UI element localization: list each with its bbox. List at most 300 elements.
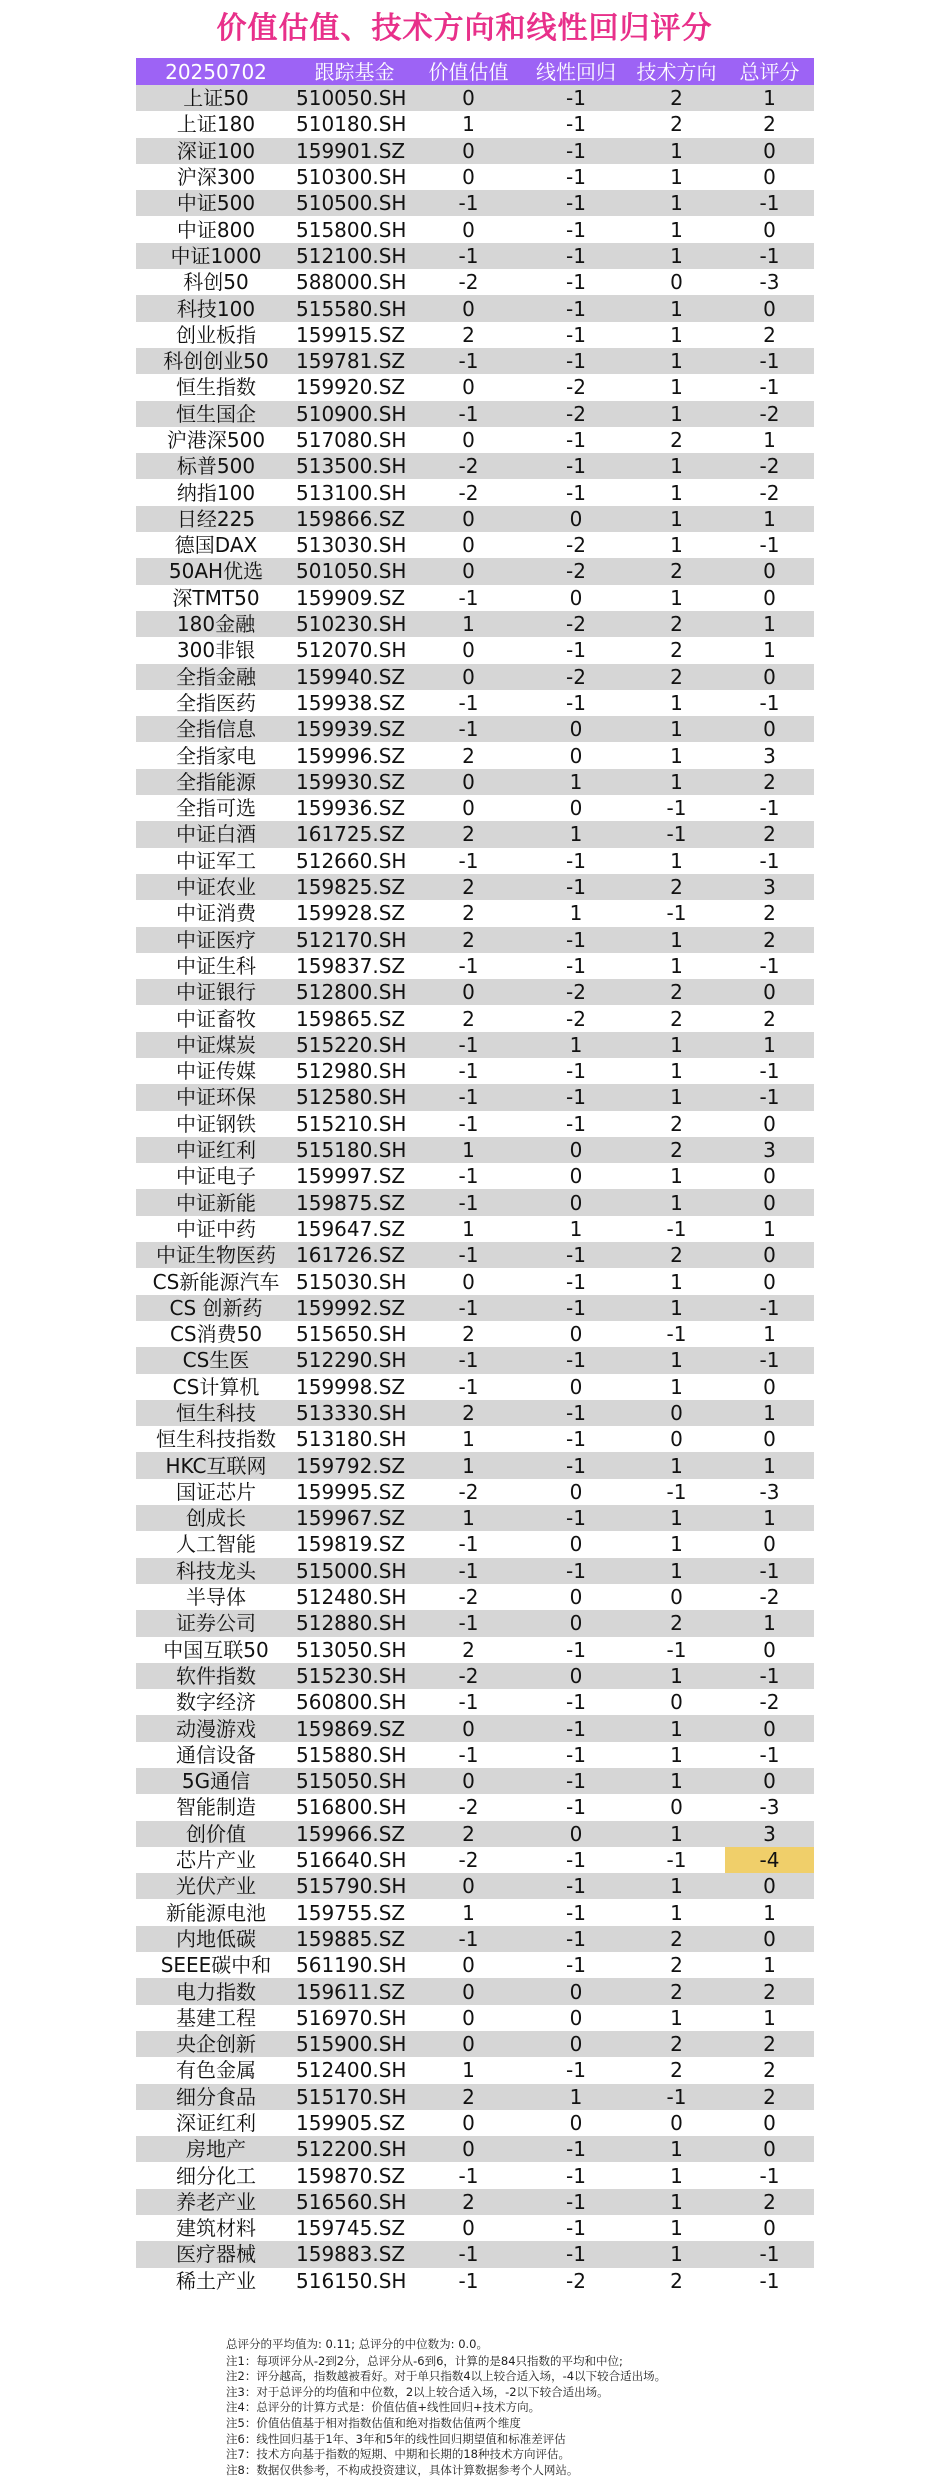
regression-score-cell: -1 [524, 637, 628, 663]
regression-score-cell: -1 [524, 2215, 628, 2241]
table-row [136, 190, 814, 216]
total-score-cell: 1 [725, 85, 814, 111]
index-name-cell: 内地低碳 [136, 1926, 296, 1952]
technical-score-cell: 2 [628, 611, 725, 637]
technical-score-cell: 2 [628, 664, 725, 690]
fund-code-cell: 510050.SH [296, 85, 413, 111]
value-score-cell: 1 [413, 1137, 524, 1163]
table-row [136, 1347, 814, 1373]
value-score-cell: 0 [413, 979, 524, 1005]
table-row [136, 1899, 814, 1925]
fund-code-cell: 159998.SZ [296, 1374, 413, 1400]
fund-code-cell: 159966.SZ [296, 1821, 413, 1847]
value-score-cell: 2 [413, 821, 524, 847]
index-name-cell: 恒生科技指数 [136, 1426, 296, 1452]
total-score-cell: 1 [725, 1952, 814, 1978]
value-score-cell: 2 [413, 1321, 524, 1347]
index-name-cell: 央企创新 [136, 2031, 296, 2057]
index-name-cell: 180金融 [136, 611, 296, 637]
index-name-cell: 人工智能 [136, 1531, 296, 1557]
table-row [136, 348, 814, 374]
fund-code-cell: 159930.SZ [296, 769, 413, 795]
technical-score-cell: 1 [628, 2189, 725, 2215]
technical-score-cell: 1 [628, 690, 725, 716]
index-name-cell: 中国互联50 [136, 1637, 296, 1663]
table-row [136, 979, 814, 1005]
value-score-cell: -1 [413, 243, 524, 269]
fund-code-cell: 513180.SH [296, 1426, 413, 1452]
value-score-cell: -1 [413, 1058, 524, 1084]
value-score-cell: -2 [413, 453, 524, 479]
regression-score-cell: -1 [524, 295, 628, 321]
regression-score-cell: -1 [524, 927, 628, 953]
total-score-cell: -1 [725, 374, 814, 400]
fund-code-cell: 515220.SH [296, 1032, 413, 1058]
total-score-cell: 0 [725, 138, 814, 164]
total-score-cell: 2 [725, 821, 814, 847]
regression-score-cell: -1 [524, 85, 628, 111]
value-score-cell: 0 [413, 2005, 524, 2031]
regression-score-cell: -1 [524, 2136, 628, 2162]
regression-score-cell: -1 [524, 1426, 628, 1452]
technical-score-cell: 1 [628, 532, 725, 558]
value-score-cell: 2 [413, 322, 524, 348]
note-item: 注4：总评分的计算方式是：价值估值+线性回归+技术方向。 [226, 2400, 541, 2415]
index-name-cell: 深证红利 [136, 2110, 296, 2136]
value-score-cell: 2 [413, 900, 524, 926]
technical-score-cell: 2 [628, 1926, 725, 1952]
index-name-cell: 中证生科 [136, 953, 296, 979]
table-row [136, 138, 814, 164]
value-score-cell: 1 [413, 611, 524, 637]
total-score-cell: 0 [725, 164, 814, 190]
table-row [136, 2005, 814, 2031]
total-score-cell: 2 [725, 322, 814, 348]
regression-score-cell: -1 [524, 1268, 628, 1294]
technical-score-cell: 1 [628, 295, 725, 321]
regression-score-cell: -1 [524, 1242, 628, 1268]
total-score-cell: 1 [725, 1452, 814, 1478]
fund-code-cell: 515800.SH [296, 216, 413, 242]
header-regression: 线性回归 [524, 58, 628, 85]
value-score-cell: 2 [413, 927, 524, 953]
technical-score-cell: -1 [628, 821, 725, 847]
regression-score-cell: 0 [524, 1821, 628, 1847]
technical-score-cell: 1 [628, 2241, 725, 2267]
regression-score-cell: -1 [524, 874, 628, 900]
index-name-cell: 中证500 [136, 190, 296, 216]
technical-score-cell: 2 [628, 874, 725, 900]
index-name-cell: CS生医 [136, 1347, 296, 1373]
index-name-cell: 电力指数 [136, 1978, 296, 2004]
total-score-cell: 3 [725, 1137, 814, 1163]
table-row [136, 2110, 814, 2136]
technical-score-cell: 2 [628, 979, 725, 1005]
total-score-cell: -1 [725, 795, 814, 821]
technical-score-cell: 1 [628, 848, 725, 874]
total-score-cell: 1 [725, 637, 814, 663]
value-score-cell: 1 [413, 1216, 524, 1242]
regression-score-cell: 0 [524, 1189, 628, 1215]
table-row [136, 401, 814, 427]
fund-code-cell: 515050.SH [296, 1768, 413, 1794]
table-row [136, 1005, 814, 1031]
technical-score-cell: 1 [628, 2215, 725, 2241]
regression-score-cell: 1 [524, 2084, 628, 2110]
note-item: 注2：评分越高，指数越被看好。对于单只指数4以上较合适入场，-4以下较合适出场。 [226, 2369, 667, 2384]
index-name-cell: 通信设备 [136, 1742, 296, 1768]
value-score-cell: -1 [413, 1111, 524, 1137]
technical-score-cell: 0 [628, 1426, 725, 1452]
regression-score-cell: 0 [524, 795, 628, 821]
table-row [136, 1479, 814, 1505]
fund-code-cell: 159920.SZ [296, 374, 413, 400]
index-name-cell: 沪港深500 [136, 427, 296, 453]
table-row [136, 1689, 814, 1715]
table-header-row [136, 58, 814, 85]
total-score-cell: 0 [725, 1374, 814, 1400]
fund-code-cell: 159928.SZ [296, 900, 413, 926]
table-row [136, 1742, 814, 1768]
fund-code-cell: 159870.SZ [296, 2162, 413, 2188]
technical-score-cell: 2 [628, 1952, 725, 1978]
total-score-cell: 0 [725, 1163, 814, 1189]
index-name-cell: 科技龙头 [136, 1558, 296, 1584]
total-score-cell: 3 [725, 874, 814, 900]
technical-score-cell: 1 [628, 927, 725, 953]
fund-code-cell: 159901.SZ [296, 138, 413, 164]
total-score-cell: 2 [725, 1005, 814, 1031]
regression-score-cell: -1 [524, 1400, 628, 1426]
value-score-cell: 0 [413, 664, 524, 690]
technical-score-cell: -1 [628, 2084, 725, 2110]
total-score-cell: 0 [725, 585, 814, 611]
fund-code-cell: 159866.SZ [296, 506, 413, 532]
total-score-cell: 1 [725, 1505, 814, 1531]
regression-score-cell: -1 [524, 2241, 628, 2267]
total-score-cell: 1 [725, 611, 814, 637]
technical-score-cell: 1 [628, 138, 725, 164]
total-score-cell: -1 [725, 690, 814, 716]
fund-code-cell: 159883.SZ [296, 2241, 413, 2267]
table-row [136, 1637, 814, 1663]
table-row [136, 1794, 814, 1820]
total-score-cell: 0 [725, 1426, 814, 1452]
fund-code-cell: 159865.SZ [296, 1005, 413, 1031]
value-score-cell: 0 [413, 216, 524, 242]
total-score-cell: -2 [725, 479, 814, 505]
header-date: 20250702 [136, 58, 296, 85]
fund-code-cell: 512660.SH [296, 848, 413, 874]
total-score-cell: 2 [725, 2057, 814, 2083]
index-name-cell: 德国DAX [136, 532, 296, 558]
total-score-cell: 2 [725, 1978, 814, 2004]
regression-score-cell: -1 [524, 2057, 628, 2083]
value-score-cell: 0 [413, 2136, 524, 2162]
index-name-cell: 动漫游戏 [136, 1715, 296, 1741]
value-score-cell: 0 [413, 795, 524, 821]
total-score-cell: 0 [725, 1926, 814, 1952]
value-score-cell: -1 [413, 1032, 524, 1058]
header-value: 价值估值 [413, 58, 524, 85]
table-row [136, 664, 814, 690]
index-name-cell: 沪深300 [136, 164, 296, 190]
notes-summary: 总评分的平均值为: 0.11; 总评分的中位数为: 0.0。 [226, 2337, 488, 2351]
table-row [136, 243, 814, 269]
value-score-cell: 1 [413, 1899, 524, 1925]
note-item: 注5：价值估值基于相对指数估值和绝对指数估值两个维度 [226, 2415, 521, 2430]
table-row [136, 716, 814, 742]
value-score-cell: 0 [413, 164, 524, 190]
fund-code-cell: 513050.SH [296, 1637, 413, 1663]
regression-score-cell: -1 [524, 1111, 628, 1137]
value-score-cell: -2 [413, 479, 524, 505]
regression-score-cell: 0 [524, 2031, 628, 2057]
index-name-cell: 软件指数 [136, 1663, 296, 1689]
index-name-cell: 中证银行 [136, 979, 296, 1005]
total-score-cell: 0 [725, 1242, 814, 1268]
table-row [136, 1873, 814, 1899]
technical-score-cell: 0 [628, 2110, 725, 2136]
value-score-cell: 1 [413, 1426, 524, 1452]
technical-score-cell: 1 [628, 1768, 725, 1794]
fund-code-cell: 560800.SH [296, 1689, 413, 1715]
fund-code-cell: 515650.SH [296, 1321, 413, 1347]
value-score-cell: 0 [413, 1268, 524, 1294]
fund-code-cell: 517080.SH [296, 427, 413, 453]
value-score-cell: -1 [413, 2162, 524, 2188]
value-score-cell: -1 [413, 1189, 524, 1215]
technical-score-cell: 1 [628, 1663, 725, 1689]
value-score-cell: -1 [413, 690, 524, 716]
technical-score-cell: 1 [628, 1873, 725, 1899]
total-score-cell: -1 [725, 1663, 814, 1689]
index-name-cell: 科创创业50 [136, 348, 296, 374]
value-score-cell: 0 [413, 2031, 524, 2057]
total-score-cell: 0 [725, 2136, 814, 2162]
index-name-cell: 恒生国企 [136, 401, 296, 427]
index-name-cell: 全指金融 [136, 664, 296, 690]
index-name-cell: 国证芯片 [136, 1479, 296, 1505]
technical-score-cell: 1 [628, 190, 725, 216]
value-score-cell: -1 [413, 401, 524, 427]
index-name-cell: CS 创新药 [136, 1295, 296, 1321]
index-name-cell: 细分化工 [136, 2162, 296, 2188]
technical-score-cell: 2 [628, 558, 725, 584]
value-score-cell: 0 [413, 637, 524, 663]
index-name-cell: 智能制造 [136, 1794, 296, 1820]
fund-code-cell: 159909.SZ [296, 585, 413, 611]
table-row [136, 1715, 814, 1741]
technical-score-cell: 1 [628, 1032, 725, 1058]
note-item: 注6：线性回归基于1年、3年和5年的线性回归期望值和标准差评估 [226, 2431, 566, 2446]
value-score-cell: 0 [413, 1952, 524, 1978]
table-row [136, 1084, 814, 1110]
value-score-cell: 0 [413, 138, 524, 164]
fund-code-cell: 159819.SZ [296, 1531, 413, 1557]
technical-score-cell: -1 [628, 1216, 725, 1242]
index-name-cell: 全指可选 [136, 795, 296, 821]
table-row [136, 1137, 814, 1163]
table-row [136, 2189, 814, 2215]
value-score-cell: -1 [413, 2268, 524, 2294]
technical-score-cell: 1 [628, 2136, 725, 2162]
index-name-cell: 基建工程 [136, 2005, 296, 2031]
technical-score-cell: 0 [628, 1584, 725, 1610]
index-name-cell: 中证新能 [136, 1189, 296, 1215]
total-score-cell: -1 [725, 1742, 814, 1768]
technical-score-cell: 2 [628, 2031, 725, 2057]
index-name-cell: CS消费50 [136, 1321, 296, 1347]
table-row [136, 295, 814, 321]
technical-score-cell: 1 [628, 2162, 725, 2188]
table-row [136, 1111, 814, 1137]
fund-code-cell: 510500.SH [296, 190, 413, 216]
index-name-cell: 中证钢铁 [136, 1111, 296, 1137]
total-score-cell: 0 [725, 1111, 814, 1137]
value-score-cell: 0 [413, 506, 524, 532]
header-total: 总评分 [725, 58, 814, 85]
fund-code-cell: 516970.SH [296, 2005, 413, 2031]
value-score-cell: 0 [413, 295, 524, 321]
total-score-cell: -1 [725, 532, 814, 558]
total-score-cell: 0 [725, 216, 814, 242]
total-score-cell: 1 [725, 1321, 814, 1347]
table-row [136, 900, 814, 926]
value-score-cell: 1 [413, 1452, 524, 1478]
technical-score-cell: 0 [628, 1794, 725, 1820]
regression-score-cell: -2 [524, 558, 628, 584]
fund-code-cell: 512170.SH [296, 927, 413, 953]
total-score-cell: 2 [725, 769, 814, 795]
total-score-cell: 1 [725, 2005, 814, 2031]
fund-code-cell: 159996.SZ [296, 742, 413, 768]
fund-code-cell: 512480.SH [296, 1584, 413, 1610]
total-score-cell: 2 [725, 2189, 814, 2215]
total-score-cell: 2 [725, 111, 814, 137]
fund-code-cell: 512880.SH [296, 1610, 413, 1636]
index-name-cell: 养老产业 [136, 2189, 296, 2215]
fund-code-cell: 159792.SZ [296, 1452, 413, 1478]
index-name-cell: 中证畜牧 [136, 1005, 296, 1031]
total-score-cell: 3 [725, 742, 814, 768]
index-name-cell: 中证农业 [136, 874, 296, 900]
regression-score-cell: -1 [524, 1637, 628, 1663]
fund-code-cell: 512580.SH [296, 1084, 413, 1110]
table-row [136, 1374, 814, 1400]
index-name-cell: HKC互联网 [136, 1452, 296, 1478]
value-score-cell: 2 [413, 2084, 524, 2110]
header-technical: 技术方向 [628, 58, 725, 85]
regression-score-cell: 0 [524, 742, 628, 768]
technical-score-cell: 1 [628, 453, 725, 479]
index-name-cell: 深TMT50 [136, 585, 296, 611]
technical-score-cell: 1 [628, 479, 725, 505]
value-score-cell: 1 [413, 111, 524, 137]
fund-code-cell: 159938.SZ [296, 690, 413, 716]
value-score-cell: 1 [413, 1505, 524, 1531]
fund-code-cell: 561190.SH [296, 1952, 413, 1978]
total-score-cell: -1 [725, 1347, 814, 1373]
regression-score-cell: -1 [524, 269, 628, 295]
regression-score-cell: 0 [524, 506, 628, 532]
value-score-cell: -1 [413, 190, 524, 216]
technical-score-cell: 1 [628, 742, 725, 768]
index-name-cell: 全指信息 [136, 716, 296, 742]
table-row [136, 1189, 814, 1215]
total-score-cell: -3 [725, 269, 814, 295]
fund-code-cell: 159875.SZ [296, 1189, 413, 1215]
regression-score-cell: -1 [524, 953, 628, 979]
value-score-cell: 0 [413, 558, 524, 584]
index-name-cell: 医疗器械 [136, 2241, 296, 2267]
regression-score-cell: 0 [524, 716, 628, 742]
regression-score-cell: -1 [524, 1558, 628, 1584]
fund-code-cell: 513100.SH [296, 479, 413, 505]
fund-code-cell: 159967.SZ [296, 1505, 413, 1531]
regression-score-cell: 1 [524, 821, 628, 847]
regression-score-cell: 1 [524, 769, 628, 795]
index-name-cell: 光伏产业 [136, 1873, 296, 1899]
regression-score-cell: -1 [524, 1899, 628, 1925]
regression-score-cell: -2 [524, 664, 628, 690]
regression-score-cell: -1 [524, 1873, 628, 1899]
regression-score-cell: 0 [524, 1374, 628, 1400]
index-name-cell: 上证180 [136, 111, 296, 137]
total-score-cell: 0 [725, 1768, 814, 1794]
technical-score-cell: 1 [628, 1084, 725, 1110]
value-score-cell: 2 [413, 742, 524, 768]
index-name-cell: 中证煤炭 [136, 1032, 296, 1058]
total-score-cell: 0 [725, 295, 814, 321]
value-score-cell: -2 [413, 1479, 524, 1505]
technical-score-cell: 2 [628, 2268, 725, 2294]
technical-score-cell: 2 [628, 2057, 725, 2083]
regression-score-cell: -2 [524, 532, 628, 558]
fund-code-cell: 159755.SZ [296, 1899, 413, 1925]
technical-score-cell: 1 [628, 1452, 725, 1478]
total-score-cell: -1 [725, 2162, 814, 2188]
technical-score-cell: 1 [628, 506, 725, 532]
total-score-cell: -2 [725, 1584, 814, 1610]
index-name-cell: 全指医药 [136, 690, 296, 716]
technical-score-cell: 1 [628, 216, 725, 242]
total-score-cell: 0 [725, 664, 814, 690]
table-row [136, 795, 814, 821]
fund-code-cell: 159939.SZ [296, 716, 413, 742]
technical-score-cell: 1 [628, 1347, 725, 1373]
regression-score-cell: -1 [524, 1452, 628, 1478]
regression-score-cell: 0 [524, 1531, 628, 1557]
table-row [136, 1926, 814, 1952]
regression-score-cell: -1 [524, 243, 628, 269]
table-row [136, 1452, 814, 1478]
total-score-cell: -2 [725, 401, 814, 427]
notes-list [226, 2354, 846, 2479]
regression-score-cell: 0 [524, 1479, 628, 1505]
fund-code-cell: 515230.SH [296, 1663, 413, 1689]
fund-code-cell: 159611.SZ [296, 1978, 413, 2004]
value-score-cell: 0 [413, 532, 524, 558]
fund-code-cell: 515900.SH [296, 2031, 413, 2057]
technical-score-cell: -1 [628, 1479, 725, 1505]
value-score-cell: 0 [413, 374, 524, 400]
fund-code-cell: 512980.SH [296, 1058, 413, 1084]
regression-score-cell: -1 [524, 1715, 628, 1741]
technical-score-cell: -1 [628, 795, 725, 821]
fund-code-cell: 159936.SZ [296, 795, 413, 821]
fund-code-cell: 588000.SH [296, 269, 413, 295]
